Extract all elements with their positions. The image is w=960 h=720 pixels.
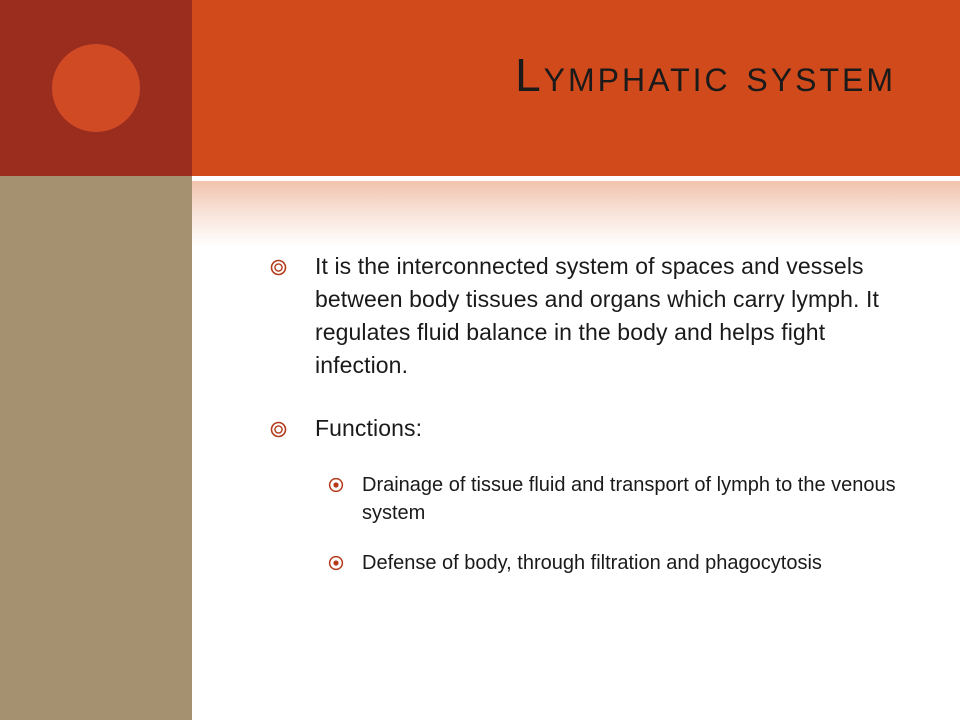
slide-title: Lymphatic system xyxy=(515,49,896,101)
title-band xyxy=(192,0,960,176)
sub-bullet-item xyxy=(328,471,922,527)
left-side-panel xyxy=(0,176,192,720)
circled-dot-icon xyxy=(328,555,344,571)
slide-content xyxy=(262,250,922,577)
bullet-item xyxy=(262,412,922,445)
circled-dot-icon xyxy=(328,477,344,493)
sub-bullet-item xyxy=(328,549,922,577)
circle-bullet-icon xyxy=(270,421,287,438)
sub-bullet-text: Drainage of tissue fluid and transport of lymph to the venous system xyxy=(362,474,896,524)
sub-bullet-text: Defense of body, through filtration and phagocytosis xyxy=(362,552,822,574)
decorative-circle xyxy=(52,44,140,132)
bullet-text: It is the interconnected system of spaces and vessels between body tissues and organs which carry lymph. It regulates fluid balance in the body and helps fight infection. xyxy=(315,253,879,378)
bullet-item xyxy=(262,250,922,382)
gradient-band xyxy=(192,181,960,247)
sub-bullet-list xyxy=(262,471,922,577)
bullet-text: Functions: xyxy=(315,415,423,441)
circle-bullet-icon xyxy=(270,259,287,276)
